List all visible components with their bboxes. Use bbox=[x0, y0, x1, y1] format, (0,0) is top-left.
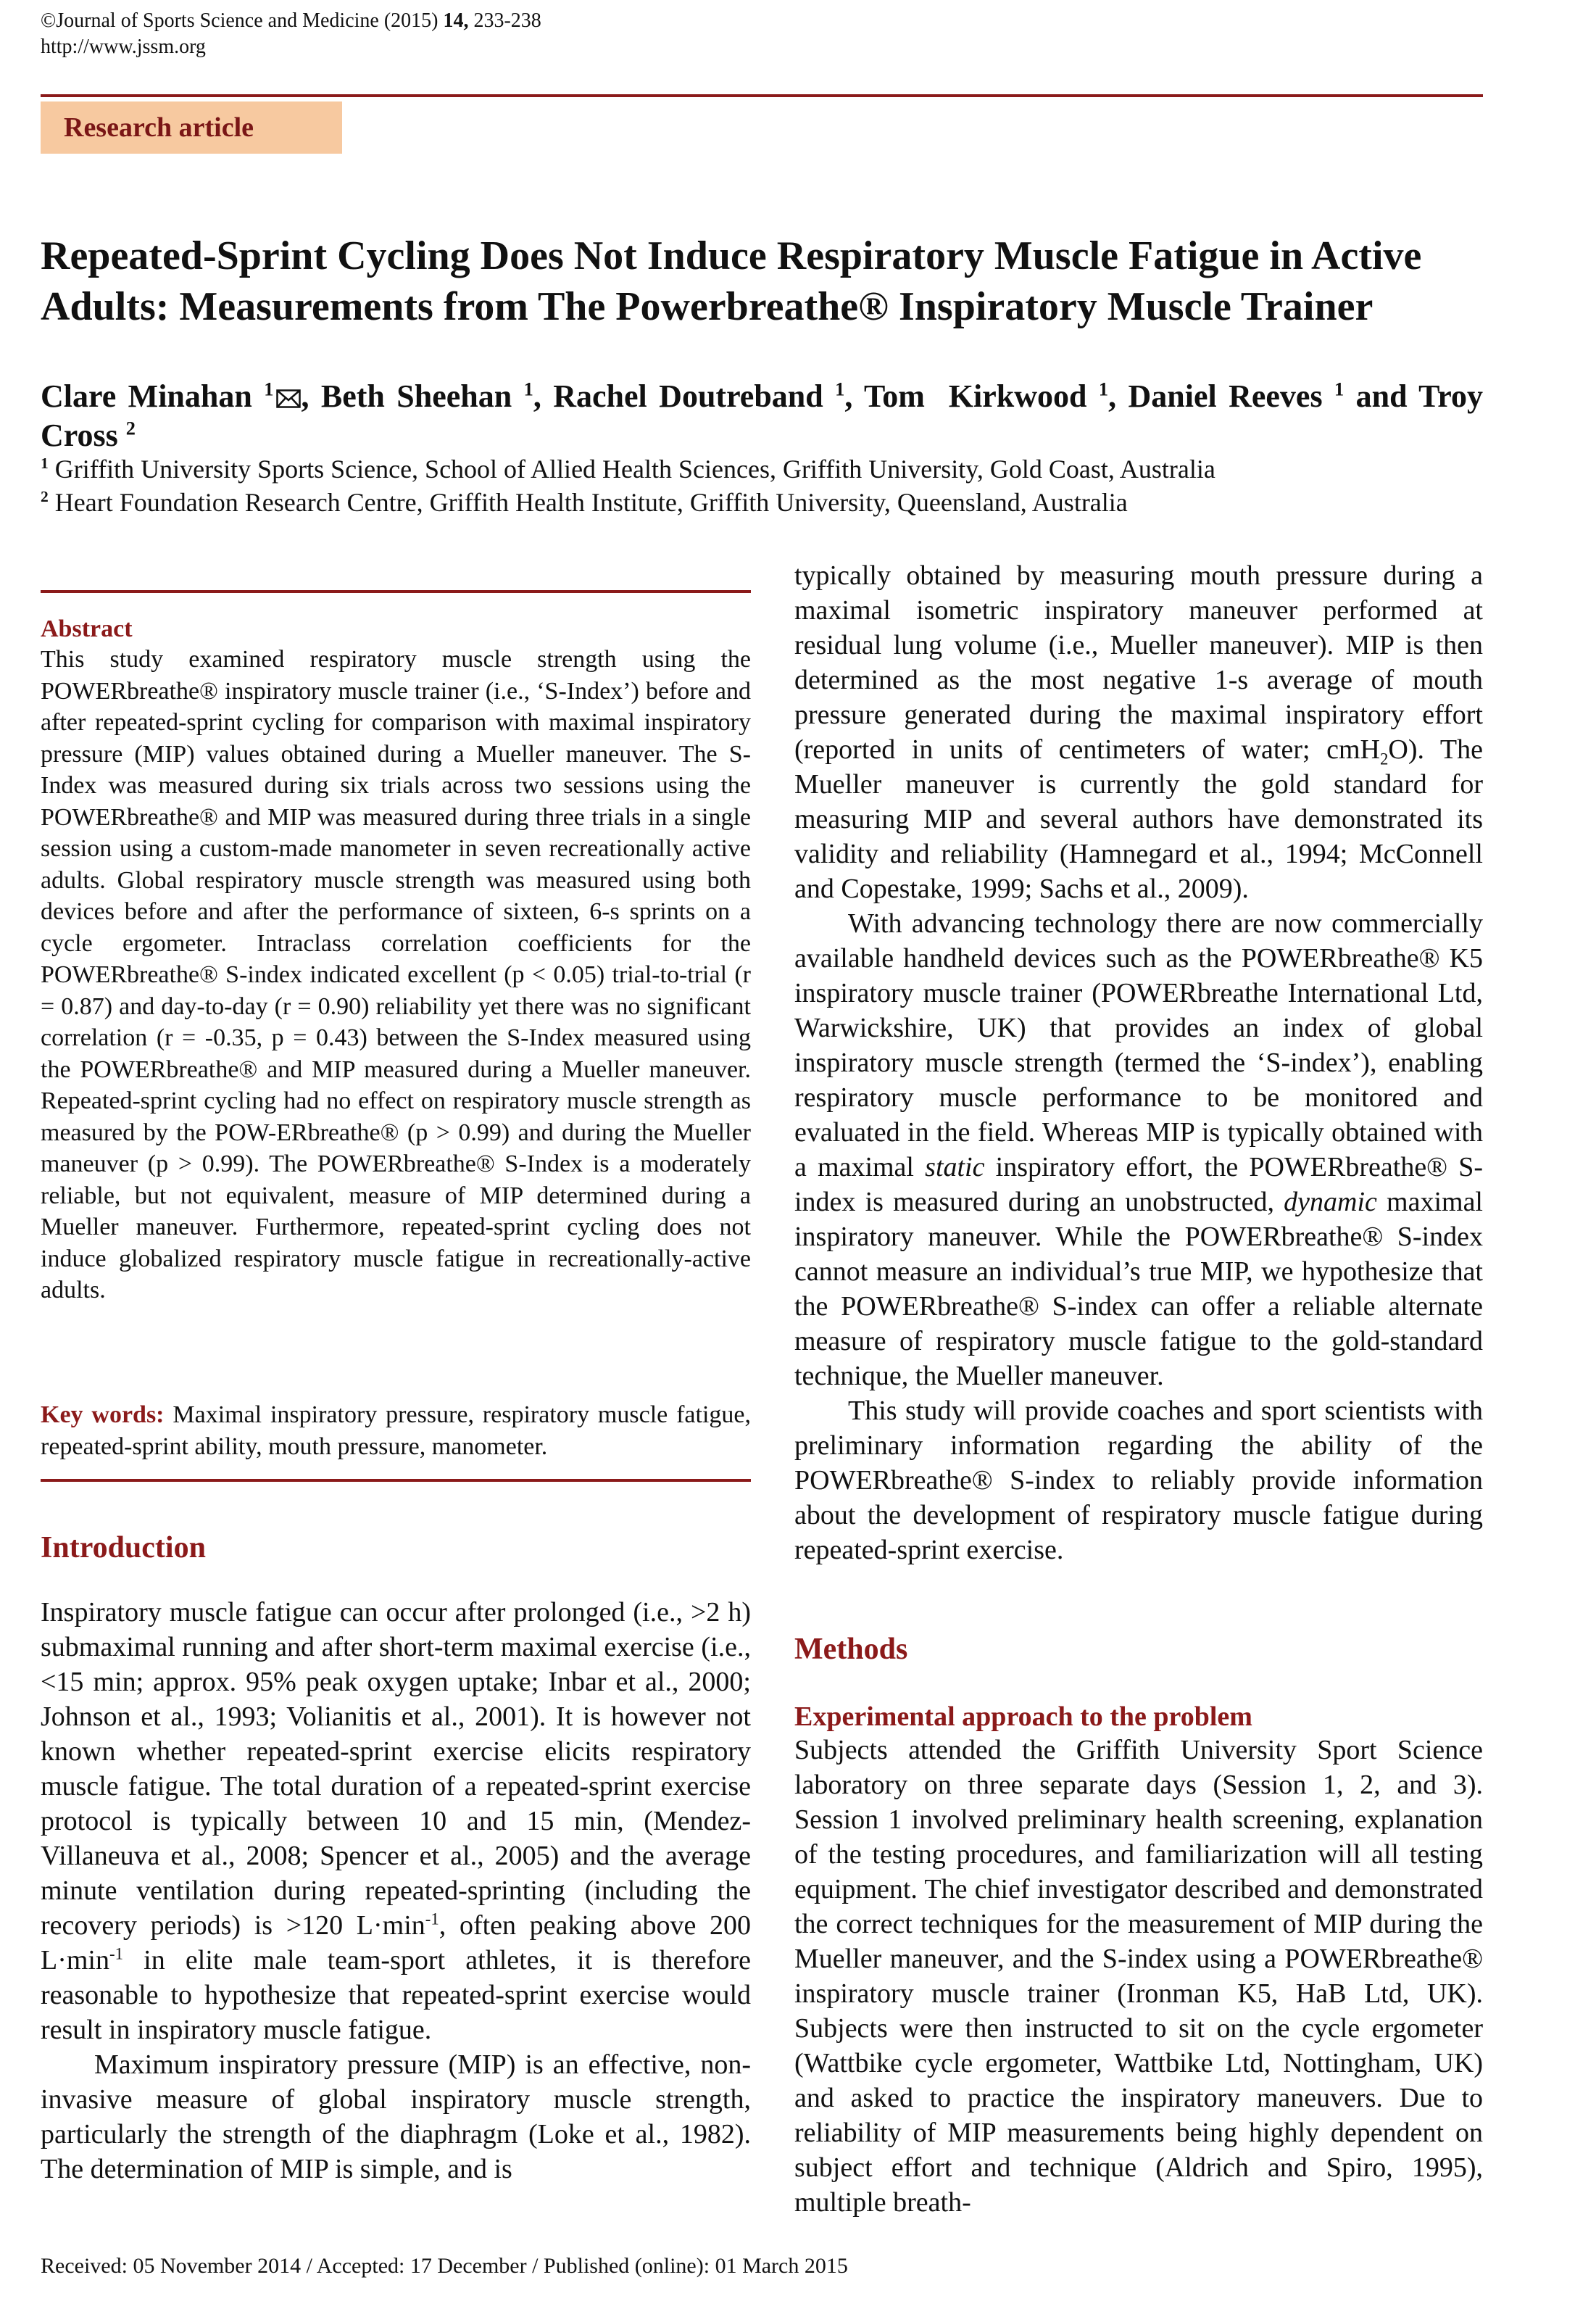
superscript: -1 bbox=[109, 1944, 123, 1963]
author-name: Rachel Doutreband bbox=[553, 378, 823, 414]
abstract-heading: Abstract bbox=[41, 615, 133, 642]
journal-citation bbox=[41, 9, 541, 33]
author-name: Daniel Reeves bbox=[1128, 378, 1323, 414]
author-affil-marker: 2 bbox=[125, 417, 136, 439]
affiliation-text: Griffith University Sports Science, School of Allied Health Sciences, Griffith University, Gold Coast, Australia bbox=[54, 455, 1215, 484]
author-affil-marker: 1 bbox=[835, 378, 845, 400]
subscript: 2 bbox=[1380, 750, 1389, 768]
journal-pages: 233-238 bbox=[468, 9, 541, 32]
introduction-heading: Introduction bbox=[41, 1531, 206, 1564]
affiliation-marker: 2 bbox=[41, 488, 49, 505]
abstract-bottom-rule bbox=[41, 1479, 751, 1482]
author-affil-marker: 1 bbox=[1334, 378, 1344, 400]
text-run: , often peaking above 200 L·min bbox=[41, 1910, 751, 1975]
keywords-text: Maximal inspiratory pressure, respiratory muscle fatigue, repeated-sprint ability, mouth pressure, manometer. bbox=[41, 1401, 751, 1460]
affiliation bbox=[41, 452, 1483, 486]
author-name: Troy Cross bbox=[41, 378, 1483, 453]
author-list: Clare Minahan $^1$ , Beth Sheehan $^1$, Rachel Doutreband $^1$, Tom Kirkwood $^1$, Daniel Reeves $^1$ and Troy Cross $^2$ bbox=[41, 378, 1483, 453]
affiliation-marker: 1 bbox=[41, 455, 49, 472]
introduction-left-column bbox=[41, 1595, 751, 2186]
affiliation bbox=[41, 486, 1483, 519]
paragraph bbox=[41, 1595, 751, 2047]
methods-subheading: Experimental approach to the problem bbox=[794, 1701, 1252, 1732]
methods-heading: Methods bbox=[794, 1633, 908, 1666]
introduction-right-column bbox=[794, 558, 1483, 1567]
keywords-label: Key words: bbox=[41, 1401, 165, 1428]
author-name: Beth Sheehan bbox=[320, 378, 512, 414]
author-affil-marker: 1 bbox=[523, 378, 533, 400]
text-run: maximal inspiratory maneuver. While the POWERbreathe® S-index cannot measure an individual’s true MIP, we hypothesize that the POWERbreathe® S-index can offer a reliable alternate measure of respiratory muscle fatigue to the gold-standard technique, the Mueller maneuver. bbox=[794, 1187, 1483, 1391]
text-run: inspiratory effort, the POWERbreathe® S-index is measured during an unobstructed, bbox=[794, 1152, 1483, 1217]
abstract-body: This study examined respiratory muscle strength using the POWERbreathe® inspiratory muscle trainer (i.e., ‘S-Index’) before and after repeated-sprint cycling for comparison with maximal inspiratory pressure (MIP) values obtained during a Mueller maneuver. The S-Index was measured during six trials across two sessions using the POWERbreathe® and MIP was measured during three trials in a single session using a custom-made manometer in seven recreationally active adults. Global respiratory muscle strength was measured using both devices before and after the performance of sixteen, 6-s sprints on a cycle ergometer. Intraclass correlation coefficients for the POWERbreathe® S-index indicated excellent (p < 0.05) trial-to-trial (r = 0.87) and day-to-day (r = 0.90) reliability yet there was no significant correlation (r = -0.35, p = 0.43) between the S-Index measured using the POWERbreathe® and MIP measured during a Mueller maneuver. Repeated-sprint cycling had no effect on respiratory muscle strength as measured by the POW-ERbreathe® (p > 0.99) and during the Mueller maneuver (p > 0.99). The POWERbreathe® S-Index is a moderately reliable, but not equivalent, measure of MIP determined during a Mueller maneuver. Furthermore, repeated-sprint cycling does not induce globalized respiratory muscle fatigue in recreationally-active adults. bbox=[41, 646, 751, 1303]
author-name: Clare Minahan bbox=[41, 378, 252, 414]
publication-dates: Received: 05 November 2014 / Accepted: 17 December / Published (online): 01 March 2015 bbox=[41, 2254, 848, 2278]
article-title: Repeated-Sprint Cycling Does Not Induce Respiratory Muscle Fatigue in Active Adults: Measurements from The Powerbreathe® Inspiratory Muscle Trainer bbox=[41, 233, 1422, 329]
text-run: With advancing technology there are now commercially available handheld devices such as the POWERbreathe® K5 inspiratory muscle trainer (POWERbreathe International Ltd, Warwickshire, UK) that provides an index of global inspiratory muscle strength (termed the ‘S-index’), enabling respiratory muscle performance to be monitored and evaluated in the field. Whereas MIP is typically obtained with a maximal bbox=[794, 908, 1483, 1182]
paragraph: This study will provide coaches and sport scientists with preliminary information regarding the ability of the POWERbreathe® S-index to reliably provide information about the development of respiratory muscle fatigue during repeated-sprint exercise. bbox=[794, 1396, 1483, 1565]
paragraph bbox=[794, 558, 1483, 906]
author-affil-marker: 1 bbox=[1098, 378, 1109, 400]
author-name: Tom Kirkwood bbox=[863, 378, 1087, 414]
journal-name: ©Journal of Sports Science and Medicine (2015) bbox=[41, 9, 444, 32]
author-affil-marker: 1 bbox=[264, 378, 274, 400]
text-run: typically obtained by measuring mouth pressure during a maximal isometric inspiratory maneuver performed at residual lung volume (i.e., Mueller maneuver). MIP is then determined as the most negative 1-s average of mouth pressure generated during the maximal inspiratory effort (reported in units of centimeters of water; cmH bbox=[794, 560, 1483, 765]
text-run: O). The Mueller maneuver is currently the gold standard for measuring MIP and several authors have demonstrated its validity and reliability (Hamnegard et al., 1994; McConnell and Copestake, 1999; Sachs et al., 2009). bbox=[794, 734, 1483, 904]
emphasis: static bbox=[925, 1152, 985, 1182]
text-run: in elite male team-sport athletes, it is therefore reasonable to hypothesize that repeated-sprint exercise would result in inspiratory muscle fatigue. bbox=[41, 1945, 751, 2045]
keywords bbox=[41, 1399, 751, 1462]
author-connector: and bbox=[1344, 378, 1419, 414]
article-type-badge: Research article bbox=[41, 101, 342, 154]
paragraph bbox=[794, 906, 1483, 1393]
journal-volume: 14, bbox=[443, 9, 469, 32]
header-rule bbox=[41, 94, 1483, 97]
emphasis: dynamic bbox=[1284, 1187, 1377, 1217]
affiliation-text: Heart Foundation Research Centre, Griffith Health Institute, Griffith University, Queensland, Australia bbox=[54, 488, 1128, 517]
superscript: -1 bbox=[425, 1910, 439, 1928]
abstract-top-rule bbox=[41, 590, 751, 593]
methods-body: Subjects attended the Griffith University Sport Science laboratory on three separate days (Session 1, 2, and 3). Session 1 involved preliminary health screening, explanation of the testing procedures, and familiarization will all testing equipment. The chief investigator described and demonstrated the correct techniques for the measurement of MIP during the Mueller maneuver, and the S-index using a POWERbreathe® inspiratory muscle trainer (Ironman K5, HaB Ltd, UK). Subjects were then instructed to sit on the cycle ergometer (Wattbike cycle ergometer, Wattbike Ltd, Nottingham, UK) and asked to practice the inspiratory maneuvers. Due to reliability of MIP measurements being highly dependent on subject effort and technique (Aldrich and Spiro, 1995), multiple breath- bbox=[794, 1735, 1483, 2218]
journal-url[interactable]: http://www.jssm.org bbox=[41, 36, 206, 58]
mail-icon[interactable] bbox=[276, 389, 301, 408]
text-run: Inspiratory muscle fatigue can occur after prolonged (i.e., >2 h) submaximal running and after short-term maximal exercise (i.e., <15 min; approx. 95% peak oxygen uptake; Inbar et al., 2000; Johnson et al., 1993; Volianitis et al., 2001). It is however not known whether repeated-sprint exercise elicits respiratory muscle fatigue. The total duration of a repeated-sprint exercise protocol is typically between 10 and 15 min, (Mendez-Villaneuva et al., 2008; Spencer et al., 2005) and the average minute ventilation during repeated-sprinting (including the recovery periods) is >120 L·min bbox=[41, 1597, 751, 1941]
paragraph: Maximum inspiratory pressure (MIP) is an effective, non-invasive measure of global inspiratory muscle strength, particularly the strength of the diaphragm (Loke et al., 1982). The determination of MIP is simple, and is bbox=[41, 2049, 751, 2184]
